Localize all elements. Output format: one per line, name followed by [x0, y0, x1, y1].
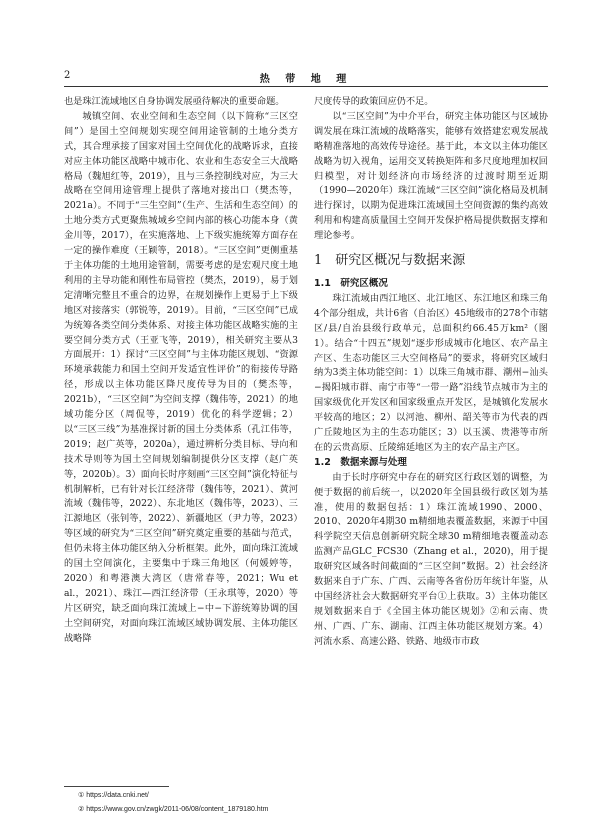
paragraph: 也是珠江流域地区自身协调发展亟待解决的重要命题。 — [64, 96, 285, 107]
paragraph: 由于长时序研究中存在的研究区行政区划的调整，为便于数据的前后统一，以2020年全国县级行政区划为基准，使用的数据包括：1）珠江流域1990、2000、2010、2020年4期30 m精细地表覆盖数据，来源于中国科学院空天信息创新研究院全球30 m精细地表覆盖动态监测产品GLC_FCS30（Zhang et al.，2020)，用于提取研究区域各时间截面的“三区空间”数据。2）社会经济数据来自于广东、广西、云南等各省份历年统计年鉴，从中国经济社会大数据研究平台①上获取。3）主体功能区规划数据来自于《全国主体功能区规划》②和云南、贵州、广西、广东、湖南、江西主体功能区规划方案。4）河流水系、高速公路、铁路、地级市市政 — [314, 471, 548, 647]
journal-name: 热 带 地 理 — [259, 74, 353, 85]
section-heading: 1 研究区概况与数据来源 — [314, 253, 466, 269]
footnote-divider — [64, 786, 169, 787]
subsection-heading: 1.1 研究区概况 — [314, 277, 388, 289]
paragraph: 尺度传导的政策回应仍不足。 — [314, 96, 434, 107]
right-column — [314, 95, 548, 650]
subsection-heading: 1.2 数据来源与处理 — [314, 456, 407, 468]
footnote: ② https://www.gov.cn/zwgk/2011-06/08/content_1879180.htm — [78, 806, 269, 813]
paragraph: 城镇空间、农业空间和生态空间（以下简称“三区空间”）是国土空间规划实现空间用途管制的土地分类方式，其合理承接了国家对国土空间优化的战略诉求，直接对应主体功能区战略中城市化、农业和生态安全三大战略格局（魏旭红等，2019），且与三条控制线对应，为三大战略在空间用途管理上提供了落地对接出口（樊杰等，2021a）。不同于“三生空间”（生产、生活和生态空间）的土地分类方式更聚焦城域乡空间内部的核心功能本身（黄金川等，2017），在实施落地、上下级实施统筹方面存在一定的操作难度（王颖等，2018）。“三区空间”更侧重基于主体功能的土地用途管制，需要考虑的是宏观尺度土地利用的主导功能和刚性布局管控（樊杰，2019），易于划定清晰完整且不重合的边界，在规划操作上更易于上下级地区对接落实（郭锐等，2019）。目前，“三区空间”已成为统筹各类空间分类体系、对接主体功能区战略实施的主要空间分类方式（王亚飞等，2019），相关研究主要从3方面展开：1）探讨“三区空间”与主体功能区规划、“资源环境承载能力和国土空间开发适宜性评价”的衔接传导路径，形成以主体功能区降尺度传导为目的（樊杰等，2021b），“三区空间”为空间支撑（魏伟等，2021）的地域功能分区（周侃等，2019）优化的科学逻辑；2）以“三区三线”为基准探讨新的国土分类体系（孔江伟等，2019；赵广英等，2020a），通过辨析分类目标、导向和技术导则等为国土空间规划编制提供分区支撑（赵广英等，2020b）。3）面向长时序刻画“三区空间”演化特征与机制解析，已有针对长江经济带（魏伟等，2021）、黄河流域（魏伟等，2022）、东北地区（魏伟等，2023）、三江源地区（张钊等，2022）、新疆地区（尹力等，2023）等区域的研究为“三区空间”研究奠定重要的基础与范式，但仍未将主体功能区纳入分析框架。此外，面向珠江流域的国土空间演化，主要集中于珠三角地区（何媛婷等，2020）和粤港澳大湾区（唐常春等，2021；Wu et al.，2021）、珠江—西江经济带（王永琪等，2020）等片区研究，缺乏面向珠江流域上−中−下游统筹协调的国土空间研究，对面向珠江流域区域协调发展、主体功能区战略降 — [64, 110, 298, 644]
running-header — [64, 70, 548, 87]
left-column — [64, 95, 298, 647]
page-number: 2 — [64, 70, 71, 81]
footnote: ① https://data.cnki.net/ — [78, 792, 149, 799]
paragraph: 以“三区空间”为中介平台，研究主体功能区与区域协调发展在珠江流域的战略落实，能够有效搭建宏观发展战略精准落地的高效传导途径。基于此，本文以主体功能区战略为切入视角，运用交叉转换矩阵和多尺度地理加权回归模型，对计划经济向市场经济的过渡时期至近期（1990—2020年）珠江流域“三区空间”演化格局及机制进行探讨，以期为促进珠江流域国土空间资源的集约高效利用和构建高质量国土空间开发保护格局提供数据支撑和理论参考。 — [314, 110, 548, 242]
paragraph: 珠江流域由西江地区、北江地区、东江地区和珠三角4个部分组成，共计6省（自治区）45地级市的278个市辖区/县/自治县级行政单元，总面积约66.45万km²（图1）。结合“十四五”规划“逐步形成城市化地区、农产品主产区、生态功能区三大空间格局”的要求，将研究区域归纳为3类主体功能空间：1）以珠三角城市群、潮州−汕头−揭阳城市群、南宁市等“一带一路”沿线节点城市为主的国家级优化开发区和国家级重点开发区，是城镇化发展水平较高的地区；2）以河池、柳州、韶关等市为代表的西广丘陵地区为主的生态功能区；3）以玉溪、贵港等市所在的云贵高原、丘陵绵延地区为主的农产品主产区。 — [314, 292, 548, 453]
